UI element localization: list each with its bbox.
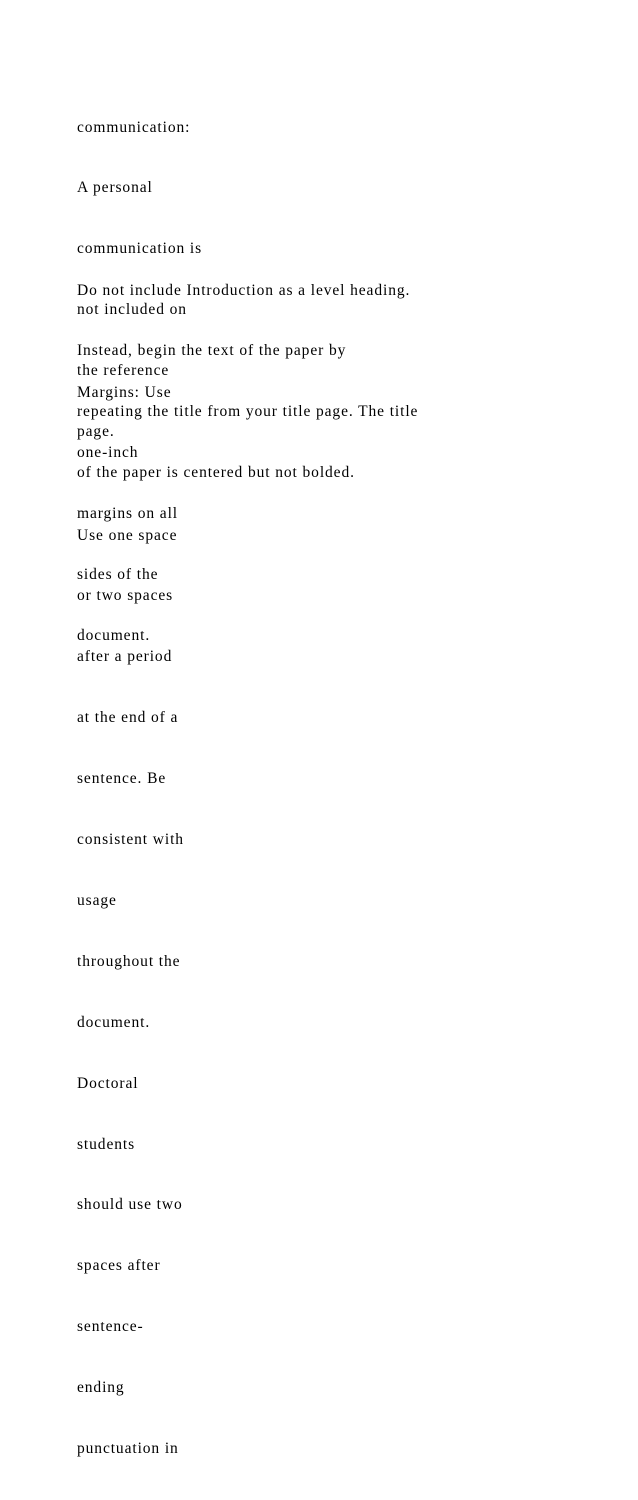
text-line: Doctoral	[77, 1074, 139, 1092]
text-line: Margins: Use	[77, 383, 172, 401]
text-line: sentence-	[77, 1318, 144, 1336]
text-line: Use one space	[77, 526, 178, 544]
text-line: sides of the	[77, 566, 159, 584]
text-line: sentence. Be	[77, 770, 167, 788]
text-line: margins on all	[77, 505, 178, 523]
text-line: consistent with	[77, 831, 184, 849]
text-line: students	[77, 1135, 136, 1153]
text-line: ending	[77, 1379, 125, 1397]
text-line: or two spaces	[77, 587, 174, 605]
text-line: after a period	[77, 648, 173, 666]
text-line: repeating the title from your title page. The title	[77, 403, 419, 421]
text-line: Instead, begin the text of the paper by	[77, 342, 347, 360]
text-line: of the paper is centered but not bolded.	[77, 464, 355, 482]
text-line: page.	[77, 423, 115, 441]
text-line: spaces after	[77, 1257, 161, 1275]
text-line: should use two	[77, 1196, 183, 1214]
text-line: usage	[77, 891, 117, 909]
text-line: at the end of a	[77, 709, 179, 727]
text-line: not included on	[77, 301, 187, 319]
text-line: the reference	[77, 362, 170, 380]
text-line: one-inch	[77, 444, 139, 462]
text-line: Do not include Introduction as a level heading.	[77, 281, 411, 299]
text-line: throughout the	[77, 952, 181, 970]
text-line: A personal	[77, 179, 153, 197]
text-line: punctuation in	[77, 1439, 179, 1457]
spacing-note	[77, 485, 184, 1500]
text-line: document.	[77, 627, 151, 645]
text-line: document.	[77, 1013, 151, 1031]
text-line: communication is	[77, 240, 203, 258]
text-line: communication:	[77, 118, 191, 136]
